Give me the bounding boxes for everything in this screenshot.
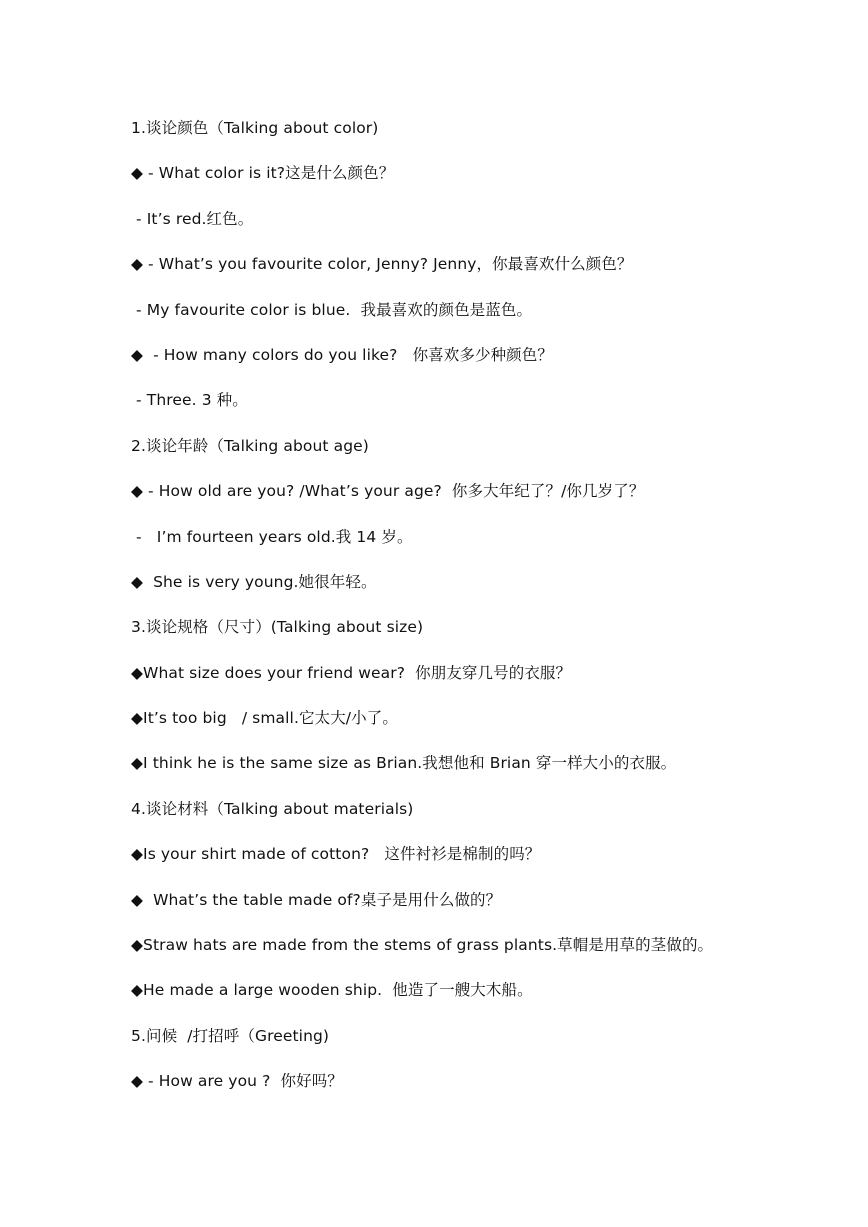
section-heading-greeting: 5.问候 /打招呼（Greeting) (131, 1026, 330, 1045)
text-line: - My favourite color is blue. 我最喜欢的颜色是蓝色。 (131, 300, 533, 319)
text-line: ◆ - What’s you favourite color, Jenny? Jenny，你最喜欢什么颜色？ (131, 255, 633, 274)
text-line: ◆ - What color is it?这是什么颜色？ (131, 164, 395, 183)
text-line: - It’s red.红色。 (131, 209, 254, 228)
text-line: - Three. 3 种。 (131, 391, 248, 410)
text-line: - I’m fourteen years old.我 14 岁。 (131, 527, 413, 546)
text-line: ◆What size does your friend wear? 你朋友穿几号的衣服？ (131, 663, 572, 682)
text-line: ◆ - How many colors do you like? 你喜欢多少种颜色？ (131, 345, 553, 364)
section-heading-size: 3.谈论规格（尺寸）(Talking about size) (131, 618, 424, 637)
section-heading-age: 2.谈论年龄（Talking about age) (131, 436, 369, 455)
text-line: ◆Is your shirt made of cotton? 这件衬衫是棉制的吗？ (131, 845, 541, 864)
text-line: ◆He made a large wooden ship. 他造了一艘大木船。 (131, 981, 533, 1000)
text-line: ◆ What’s the table made of?桌子是用什么做的？ (131, 890, 502, 909)
text-line: ◆ - How are you ? 你好吗？ (131, 1072, 343, 1091)
text-line: ◆I think he is the same size as Brian.我想他和 Brian 穿一样大小的衣服。 (131, 754, 677, 773)
document-body (131, 117, 831, 1116)
text-line: ◆ - How old are you? /What’s your age? 你多大年纪了？/你几岁了？ (131, 482, 645, 501)
text-line: ◆Straw hats are made from the stems of grass plants.草帽是用草的茎做的。 (131, 936, 714, 955)
section-heading-materials: 4.谈论材料（Talking about materials) (131, 799, 414, 818)
text-line: ◆It’s too big / small.它太大/小了。 (131, 709, 398, 728)
text-line: ◆ She is very young.她很年轻。 (131, 572, 377, 591)
section-heading-color: 1.谈论颜色（Talking about color) (131, 119, 379, 137)
